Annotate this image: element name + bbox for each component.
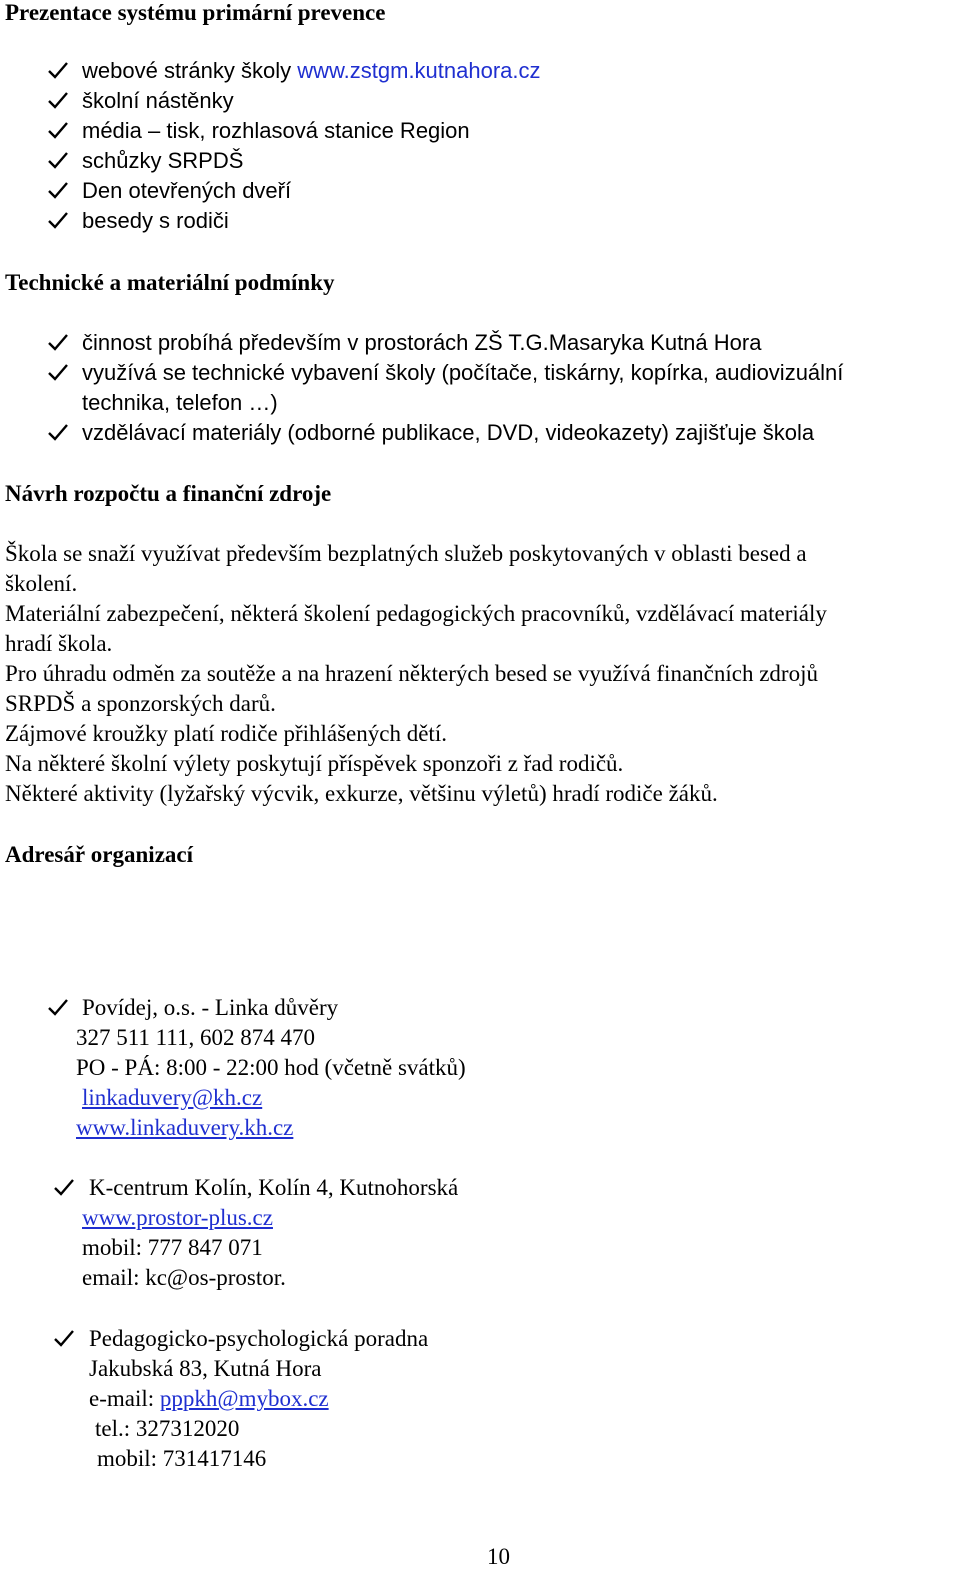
page-number: 10 bbox=[487, 1544, 510, 1569]
budget-line: Některé aktivity (lyžařský výcvik, exkurze, většinu výletů) hradí rodiče žáků. bbox=[5, 781, 718, 806]
org-email-link[interactable] bbox=[70, 1083, 262, 1113]
budget-line: Na některé školní výlety poskytují příspěvek sponzoři z řad rodičů. bbox=[5, 751, 624, 776]
checkmark-icon bbox=[46, 58, 70, 82]
email-link[interactable]: linkaduvery@kh.cz bbox=[82, 1085, 263, 1110]
list-item: Den otevřených dveří bbox=[82, 178, 292, 203]
checkmark-icon bbox=[52, 1326, 76, 1350]
org-name: Pedagogicko-psychologická poradna bbox=[89, 1326, 429, 1351]
checkmark-icon bbox=[46, 360, 70, 384]
org-email bbox=[89, 1384, 329, 1414]
list-item: činnost probíhá především v prostorách ZŠ T.G.Masaryka Kutná Hora bbox=[82, 330, 762, 355]
org-address: Jakubská 83, Kutná Hora bbox=[89, 1356, 322, 1381]
budget-line: hradí škola. bbox=[5, 631, 113, 656]
web-link[interactable]: www.prostor-plus.cz bbox=[82, 1205, 273, 1230]
org-name: K-centrum Kolín, Kolín 4, Kutnohorská bbox=[89, 1175, 459, 1200]
budget-line: Materiální zabezpečení, některá školení pedagogických pracovníků, vzdělávací materiály bbox=[5, 601, 827, 626]
email-link[interactable]: pppkh@mybox.cz bbox=[159, 1386, 329, 1411]
org-web-link[interactable] bbox=[82, 1203, 273, 1233]
org-mobile: mobil: 731417146 bbox=[97, 1446, 267, 1471]
checkmark-icon bbox=[46, 148, 70, 172]
org-phone: 327 511 111, 602 874 470 bbox=[76, 1025, 315, 1050]
budget-line: Škola se snaží využívat především bezplatných služeb poskytovaných v oblasti besed a bbox=[5, 541, 807, 566]
list-item: vzdělávací materiály (odborné publikace, DVD, videokazety) zajišťuje škola bbox=[82, 420, 815, 445]
org-web-link[interactable] bbox=[76, 1113, 293, 1143]
list-item-continuation: technika, telefon …) bbox=[82, 390, 278, 415]
list-item: média – tisk, rozhlasová stanice Region bbox=[82, 118, 470, 143]
list-item bbox=[82, 56, 541, 86]
list-item: školní nástěnky bbox=[82, 88, 234, 113]
checkmark-icon bbox=[46, 995, 70, 1019]
org-mobile: mobil: 777 847 071 bbox=[82, 1235, 263, 1260]
checkmark-icon bbox=[46, 118, 70, 142]
org-email: email: kc@os-prostor. bbox=[82, 1265, 286, 1290]
school-website-link[interactable]: www.zstgm.kutnahora.cz bbox=[297, 58, 541, 83]
org-name: Povídej, o.s. - Linka důvěry bbox=[82, 995, 339, 1020]
list-item: besedy s rodiči bbox=[82, 208, 229, 233]
web-link[interactable]: www.linkaduvery.kh.cz bbox=[76, 1115, 294, 1140]
heading-technical-conditions: Technické a materiální podmínky bbox=[5, 270, 335, 295]
list-item: schůzky SRPDŠ bbox=[82, 148, 244, 173]
budget-line: SRPDŠ a sponzorských darů. bbox=[5, 691, 276, 716]
checkmark-icon bbox=[46, 420, 70, 444]
org-hours: PO - PÁ: 8:00 - 22:00 hod (včetně svátků) bbox=[76, 1055, 466, 1080]
checkmark-icon bbox=[46, 178, 70, 202]
list-item-text: webové stránky školy bbox=[82, 58, 298, 83]
heading-address-book: Adresář organizací bbox=[5, 842, 194, 867]
checkmark-icon bbox=[46, 88, 70, 112]
heading-budget: Návrh rozpočtu a finanční zdroje bbox=[5, 481, 332, 506]
budget-line: Zájmové kroužky platí rodiče přihlášených dětí. bbox=[5, 721, 447, 746]
budget-line: školení. bbox=[5, 571, 78, 596]
list-item: využívá se technické vybavení školy (počítače, tiskárny, kopírka, audiovizuální bbox=[82, 360, 844, 385]
checkmark-icon bbox=[46, 208, 70, 232]
checkmark-icon bbox=[46, 330, 70, 354]
org-tel: tel.: 327312020 bbox=[95, 1416, 240, 1441]
heading-presentation: Prezentace systému primární prevence bbox=[5, 0, 386, 25]
budget-line: Pro úhradu odměn za soutěže a na hrazení některých besed se využívá finančních zdrojů bbox=[5, 661, 818, 686]
checkmark-icon bbox=[52, 1175, 76, 1199]
email-label: e-mail: bbox=[89, 1386, 160, 1411]
